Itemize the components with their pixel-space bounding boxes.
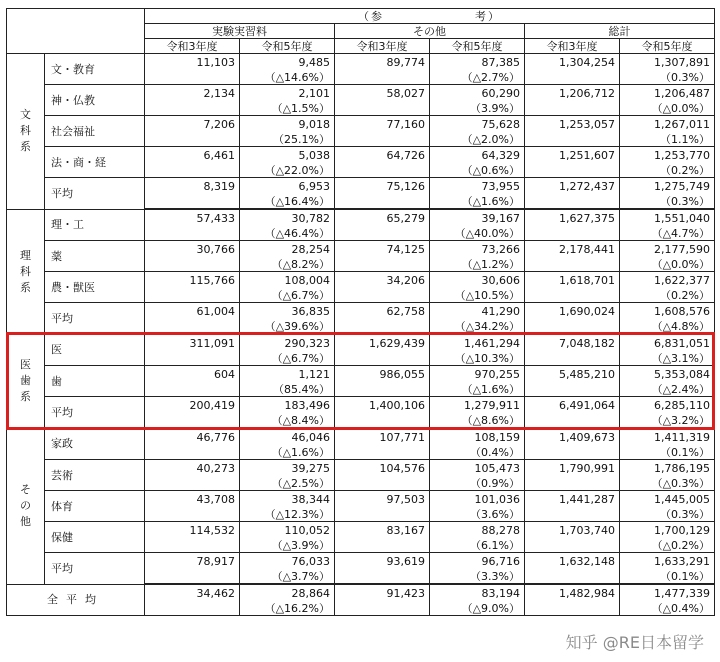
value-cell: 91,423 <box>335 584 430 600</box>
header-corner <box>7 9 145 54</box>
year-header: 令和5年度 <box>620 39 715 54</box>
subject-label: 神・仏教 <box>45 85 145 116</box>
value-cell: 107,771 <box>335 428 430 444</box>
value-cell: 970,255 <box>430 366 525 382</box>
empty-cell <box>525 131 620 147</box>
value-cell: 101,036 <box>430 491 525 507</box>
subject-label: 平均 <box>45 178 145 210</box>
value-cell: 6,491,064 <box>525 397 620 413</box>
value-cell: 83,167 <box>335 522 430 538</box>
empty-cell <box>335 69 430 85</box>
empty-cell <box>335 350 430 366</box>
percent-change-cell: （0.3%） <box>620 506 715 522</box>
empty-cell <box>525 350 620 366</box>
percent-change-cell: （△6.7%） <box>240 350 335 366</box>
value-cell: 75,628 <box>430 116 525 132</box>
subject-label: 保健 <box>45 522 145 553</box>
table-row <box>7 54 715 70</box>
empty-cell <box>145 506 240 522</box>
percent-change-cell: （3.3%） <box>430 568 525 584</box>
total-row <box>7 584 715 600</box>
subject-label: 社会福祉 <box>45 116 145 147</box>
value-cell: 1,206,487 <box>620 85 715 101</box>
subject-label: 理・工 <box>45 209 145 241</box>
percent-change-cell: （△1.6%） <box>240 444 335 460</box>
value-cell: 1,409,673 <box>525 428 620 444</box>
empty-cell <box>145 193 240 209</box>
value-cell: 1,627,375 <box>525 209 620 225</box>
percent-change-cell: （△46.4%） <box>240 225 335 241</box>
percent-change-cell: （△14.6%） <box>240 69 335 85</box>
value-cell: 74,125 <box>335 241 430 257</box>
empty-cell <box>145 475 240 491</box>
value-cell: 1,461,294 <box>430 334 525 350</box>
table-row <box>7 366 715 382</box>
percent-change-cell: （3.6%） <box>430 506 525 522</box>
empty-cell <box>335 131 430 147</box>
year-header: 令和3年度 <box>525 39 620 54</box>
percent-change-cell: （△0.6%） <box>430 162 525 178</box>
empty-cell <box>145 318 240 334</box>
value-cell: 40,273 <box>145 460 240 476</box>
subject-label: 歯 <box>45 366 145 397</box>
value-cell: 64,726 <box>335 147 430 163</box>
percent-change-cell: （1.1%） <box>620 131 715 147</box>
value-cell: 6,461 <box>145 147 240 163</box>
value-cell: 105,473 <box>430 460 525 476</box>
percent-change-cell: （△4.8%） <box>620 318 715 334</box>
value-cell: 1,206,712 <box>525 85 620 101</box>
subject-label: 薬 <box>45 241 145 272</box>
value-cell: 58,027 <box>335 85 430 101</box>
empty-cell <box>145 350 240 366</box>
value-cell: 5,353,084 <box>620 366 715 382</box>
value-cell: 97,503 <box>335 491 430 507</box>
empty-cell <box>335 506 430 522</box>
value-cell: 1,632,148 <box>525 553 620 569</box>
value-cell: 1,275,749 <box>620 178 715 194</box>
percent-change-cell: （△40.0%） <box>430 225 525 241</box>
empty-cell <box>145 600 240 616</box>
group-label-char: 科 <box>20 124 31 138</box>
subject-label: 文・教育 <box>45 54 145 85</box>
value-cell: 34,206 <box>335 272 430 288</box>
value-cell: 77,160 <box>335 116 430 132</box>
total-label: 全平均 <box>7 584 145 616</box>
percent-change-cell: （△16.4%） <box>240 193 335 209</box>
table-row <box>7 178 715 194</box>
value-cell: 1,253,057 <box>525 116 620 132</box>
table-body <box>7 54 715 616</box>
empty-cell <box>525 381 620 397</box>
table-row <box>7 85 715 101</box>
group-label-char: そ <box>20 483 31 496</box>
percent-change-cell: （6.1%） <box>430 537 525 553</box>
empty-cell <box>335 287 430 303</box>
value-cell: 1,633,291 <box>620 553 715 569</box>
value-cell: 89,774 <box>335 54 430 70</box>
empty-cell <box>335 444 430 460</box>
value-cell: 1,253,770 <box>620 147 715 163</box>
group-label <box>7 334 45 428</box>
group-label <box>7 54 45 210</box>
group-label-char: 科 <box>20 264 31 278</box>
value-cell: 1,477,339 <box>620 584 715 600</box>
value-cell: 34,462 <box>145 584 240 600</box>
value-cell: 7,048,182 <box>525 334 620 350</box>
value-cell: 290,323 <box>240 334 335 350</box>
table-row <box>7 491 715 507</box>
value-cell: 41,290 <box>430 303 525 319</box>
empty-cell <box>335 568 430 584</box>
group-label-char: 系 <box>20 390 31 403</box>
table-row <box>7 147 715 163</box>
group-label-char: 医 <box>20 358 31 371</box>
empty-cell <box>525 69 620 85</box>
percent-change-cell: （△1.6%） <box>430 381 525 397</box>
empty-cell <box>145 69 240 85</box>
value-cell: 1,279,911 <box>430 397 525 413</box>
empty-cell <box>145 537 240 553</box>
subject-label: 体育 <box>45 491 145 522</box>
value-cell: 114,532 <box>145 522 240 538</box>
value-cell: 88,278 <box>430 522 525 538</box>
percent-change-cell: （△2.4%） <box>620 381 715 397</box>
percent-change-cell: （△22.0%） <box>240 162 335 178</box>
section-header-total: 総計 <box>525 24 715 39</box>
year-header: 令和5年度 <box>240 39 335 54</box>
year-header: 令和5年度 <box>430 39 525 54</box>
subject-label: 農・獣医 <box>45 272 145 303</box>
year-header: 令和3年度 <box>145 39 240 54</box>
value-cell: 38,344 <box>240 491 335 507</box>
empty-cell <box>145 100 240 116</box>
empty-cell <box>335 412 430 428</box>
percent-change-cell: （△3.9%） <box>240 537 335 553</box>
watermark: 知乎 @RE日本留学 <box>562 629 708 654</box>
subject-label: 芸術 <box>45 460 145 491</box>
empty-cell <box>145 287 240 303</box>
value-cell: 110,052 <box>240 522 335 538</box>
value-cell: 46,776 <box>145 428 240 444</box>
percent-change-cell: （0.2%） <box>620 162 715 178</box>
subject-label: 平均 <box>45 397 145 429</box>
empty-cell <box>525 225 620 241</box>
value-cell: 62,758 <box>335 303 430 319</box>
group-label <box>7 428 45 584</box>
percent-change-cell: （△16.2%） <box>240 600 335 616</box>
value-cell: 311,091 <box>145 334 240 350</box>
value-cell: 6,285,110 <box>620 397 715 413</box>
empty-cell <box>525 444 620 460</box>
percent-change-cell: （△9.0%） <box>430 600 525 616</box>
group-label-char: の <box>20 499 31 512</box>
value-cell: 28,254 <box>240 241 335 257</box>
value-cell: 73,955 <box>430 178 525 194</box>
value-cell: 604 <box>145 366 240 382</box>
subject-label: 平均 <box>45 553 145 585</box>
empty-cell <box>145 412 240 428</box>
tuition-table-wrapper <box>6 8 714 616</box>
empty-cell <box>335 475 430 491</box>
percent-change-cell: （△6.7%） <box>240 287 335 303</box>
value-cell: 61,004 <box>145 303 240 319</box>
value-cell: 9,485 <box>240 54 335 70</box>
value-cell: 104,576 <box>335 460 430 476</box>
value-cell: 60,290 <box>430 85 525 101</box>
empty-cell <box>335 225 430 241</box>
value-cell: 28,864 <box>240 584 335 600</box>
value-cell: 1,700,129 <box>620 522 715 538</box>
value-cell: 1,790,991 <box>525 460 620 476</box>
percent-change-cell: （△10.5%） <box>430 287 525 303</box>
percent-change-cell: （△1.6%） <box>430 193 525 209</box>
percent-change-cell: （△39.6%） <box>240 318 335 334</box>
empty-cell <box>525 537 620 553</box>
table-row <box>7 553 715 569</box>
empty-cell <box>145 444 240 460</box>
percent-change-cell: （△10.3%） <box>430 350 525 366</box>
empty-cell <box>145 131 240 147</box>
value-cell: 1,441,287 <box>525 491 620 507</box>
value-cell: 1,251,607 <box>525 147 620 163</box>
empty-cell <box>335 318 430 334</box>
percent-change-cell: （3.9%） <box>430 100 525 116</box>
empty-cell <box>525 256 620 272</box>
value-cell: 1,121 <box>240 366 335 382</box>
percent-change-cell: （△34.2%） <box>430 318 525 334</box>
percent-change-cell: （0.3%） <box>620 69 715 85</box>
group-label-char: 系 <box>20 280 31 294</box>
group-label <box>7 209 45 334</box>
empty-cell <box>335 256 430 272</box>
percent-change-cell: （△0.0%） <box>620 256 715 272</box>
value-cell: 6,831,051 <box>620 334 715 350</box>
percent-change-cell: （△2.0%） <box>430 131 525 147</box>
percent-change-cell: （△1.5%） <box>240 100 335 116</box>
empty-cell <box>145 256 240 272</box>
percent-change-cell: （△0.4%） <box>620 600 715 616</box>
value-cell: 7,206 <box>145 116 240 132</box>
empty-cell <box>525 193 620 209</box>
percent-change-cell: （0.1%） <box>620 444 715 460</box>
value-cell: 1,400,106 <box>335 397 430 413</box>
table-row <box>7 116 715 132</box>
empty-cell <box>145 162 240 178</box>
value-cell: 9,018 <box>240 116 335 132</box>
percent-change-cell: （△8.4%） <box>240 412 335 428</box>
percent-change-cell: （△0.2%） <box>620 537 715 553</box>
value-cell: 115,766 <box>145 272 240 288</box>
value-cell: 1,786,195 <box>620 460 715 476</box>
empty-cell <box>525 162 620 178</box>
table-row <box>7 209 715 225</box>
group-label-char: 歯 <box>20 374 31 387</box>
empty-cell <box>335 162 430 178</box>
percent-change-cell: （△8.6%） <box>430 412 525 428</box>
value-cell: 1,411,319 <box>620 428 715 444</box>
table-row <box>7 522 715 538</box>
value-cell: 75,126 <box>335 178 430 194</box>
year-header: 令和3年度 <box>335 39 430 54</box>
table-row <box>7 241 715 257</box>
value-cell: 108,004 <box>240 272 335 288</box>
empty-cell <box>525 600 620 616</box>
percent-change-cell: （△4.7%） <box>620 225 715 241</box>
table-row <box>7 272 715 288</box>
tuition-fee-table <box>6 8 715 616</box>
value-cell: 43,708 <box>145 491 240 507</box>
subject-label: 医 <box>45 334 145 366</box>
percent-change-cell: （△8.2%） <box>240 256 335 272</box>
value-cell: 65,279 <box>335 209 430 225</box>
table-row <box>7 303 715 319</box>
percent-change-cell: （△12.3%） <box>240 506 335 522</box>
empty-cell <box>525 318 620 334</box>
group-label-char: 他 <box>20 515 31 528</box>
value-cell: 30,766 <box>145 241 240 257</box>
value-cell: 57,433 <box>145 209 240 225</box>
value-cell: 1,267,011 <box>620 116 715 132</box>
empty-cell <box>525 100 620 116</box>
value-cell: 36,835 <box>240 303 335 319</box>
value-cell: 1,703,740 <box>525 522 620 538</box>
value-cell: 1,482,984 <box>525 584 620 600</box>
value-cell: 1,304,254 <box>525 54 620 70</box>
value-cell: 76,033 <box>240 553 335 569</box>
value-cell: 83,194 <box>430 584 525 600</box>
value-cell: 183,496 <box>240 397 335 413</box>
value-cell: 93,619 <box>335 553 430 569</box>
empty-cell <box>335 537 430 553</box>
value-cell: 30,606 <box>430 272 525 288</box>
empty-cell <box>525 506 620 522</box>
group-label-char: 理 <box>20 248 31 262</box>
empty-cell <box>335 600 430 616</box>
value-cell: 30,782 <box>240 209 335 225</box>
empty-cell <box>525 412 620 428</box>
percent-change-cell: （△3.7%） <box>240 568 335 584</box>
group-label-char: 系 <box>20 140 31 154</box>
value-cell: 39,275 <box>240 460 335 476</box>
value-cell: 11,103 <box>145 54 240 70</box>
value-cell: 5,038 <box>240 147 335 163</box>
value-cell: 87,385 <box>430 54 525 70</box>
percent-change-cell: （△2.5%） <box>240 475 335 491</box>
value-cell: 5,485,210 <box>525 366 620 382</box>
percent-change-cell: （△3.1%） <box>620 350 715 366</box>
value-cell: 2,178,441 <box>525 241 620 257</box>
subject-label: 法・商・経 <box>45 147 145 178</box>
value-cell: 64,329 <box>430 147 525 163</box>
percent-change-cell: （0.3%） <box>620 193 715 209</box>
empty-cell <box>525 475 620 491</box>
percent-change-cell: （△0.3%） <box>620 475 715 491</box>
empty-cell <box>145 225 240 241</box>
value-cell: 1,690,024 <box>525 303 620 319</box>
table-row <box>7 397 715 413</box>
empty-cell <box>145 381 240 397</box>
value-cell: 73,266 <box>430 241 525 257</box>
value-cell: 986,055 <box>335 366 430 382</box>
value-cell: 2,101 <box>240 85 335 101</box>
percent-change-cell: （0.9%） <box>430 475 525 491</box>
value-cell: 1,307,891 <box>620 54 715 70</box>
value-cell: 78,917 <box>145 553 240 569</box>
value-cell: 1,622,377 <box>620 272 715 288</box>
group-label-char: 文 <box>20 108 31 122</box>
empty-cell <box>525 287 620 303</box>
table-row <box>7 428 715 444</box>
percent-change-cell: （0.1%） <box>620 568 715 584</box>
percent-change-cell: （△1.2%） <box>430 256 525 272</box>
value-cell: 1,618,701 <box>525 272 620 288</box>
value-cell: 1,551,040 <box>620 209 715 225</box>
value-cell: 6,953 <box>240 178 335 194</box>
percent-change-cell: （0.2%） <box>620 287 715 303</box>
value-cell: 1,445,005 <box>620 491 715 507</box>
table-row <box>7 334 715 350</box>
value-cell: 96,716 <box>430 553 525 569</box>
section-header-other: その他 <box>335 24 525 39</box>
subject-label: 家政 <box>45 428 145 460</box>
value-cell: 8,319 <box>145 178 240 194</box>
percent-change-cell: （△3.2%） <box>620 412 715 428</box>
empty-cell <box>525 568 620 584</box>
empty-cell <box>335 381 430 397</box>
percent-change-cell: （85.4%） <box>240 381 335 397</box>
value-cell: 1,629,439 <box>335 334 430 350</box>
value-cell: 2,134 <box>145 85 240 101</box>
table-row <box>7 460 715 476</box>
percent-change-cell: （△0.0%） <box>620 100 715 116</box>
section-header-lab: 実験実習料 <box>145 24 335 39</box>
value-cell: 200,419 <box>145 397 240 413</box>
value-cell: 39,167 <box>430 209 525 225</box>
subject-label: 平均 <box>45 303 145 335</box>
value-cell: 2,177,590 <box>620 241 715 257</box>
reference-header: （参 考） <box>145 9 715 24</box>
empty-cell <box>145 568 240 584</box>
percent-change-cell: （△2.7%） <box>430 69 525 85</box>
value-cell: 1,608,576 <box>620 303 715 319</box>
value-cell: 108,159 <box>430 428 525 444</box>
empty-cell <box>335 100 430 116</box>
value-cell: 46,046 <box>240 428 335 444</box>
empty-cell <box>335 193 430 209</box>
percent-change-cell: （25.1%） <box>240 131 335 147</box>
percent-change-cell: （0.4%） <box>430 444 525 460</box>
value-cell: 1,272,437 <box>525 178 620 194</box>
